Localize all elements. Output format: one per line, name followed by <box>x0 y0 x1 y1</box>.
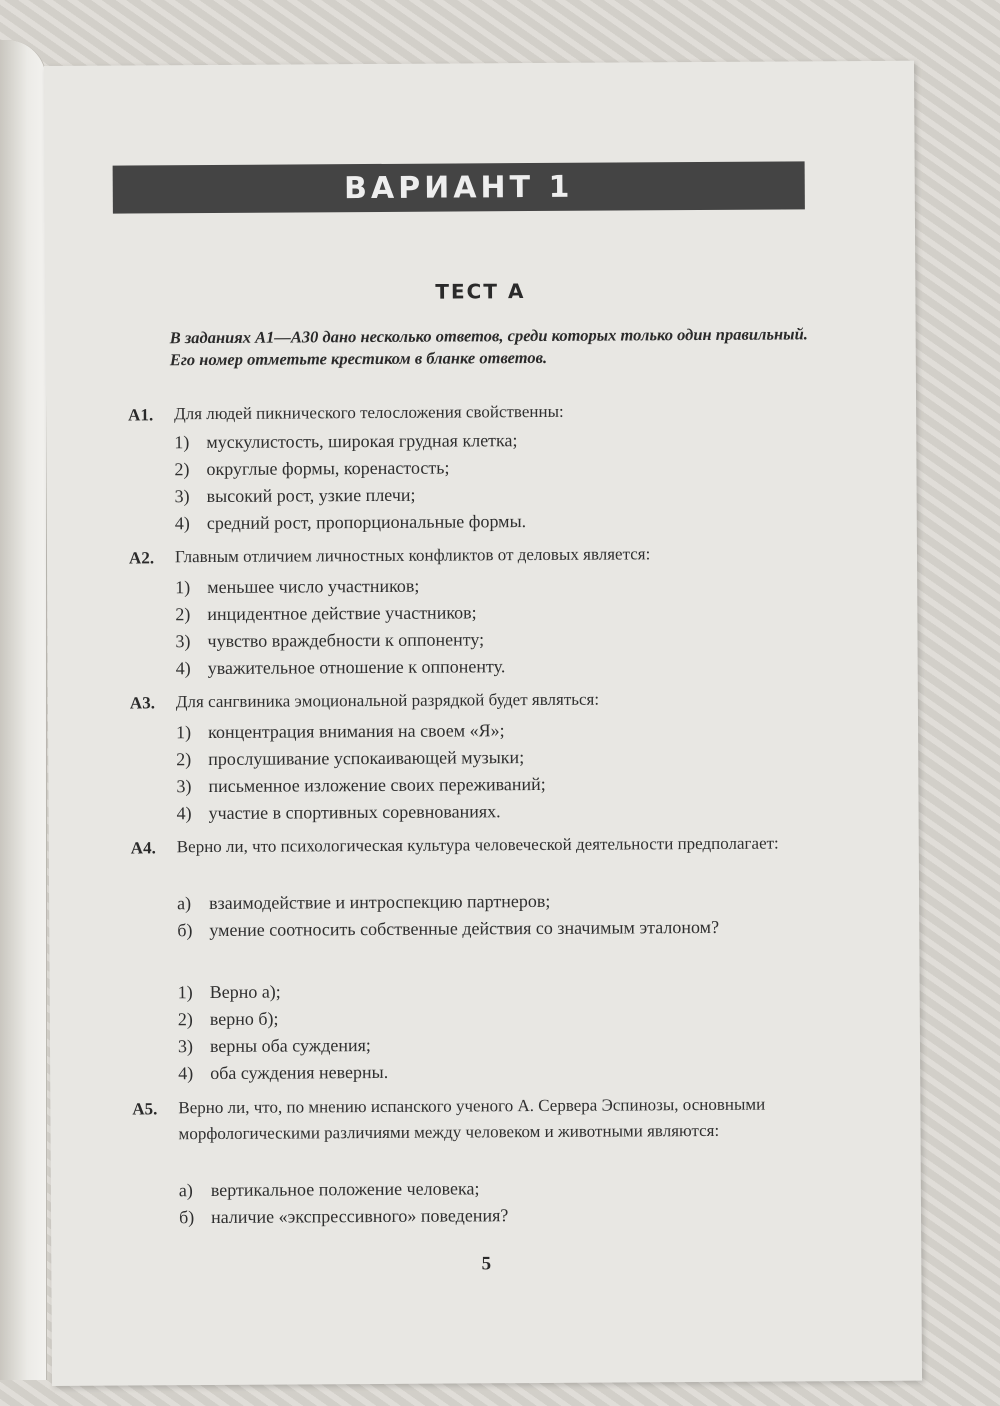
statement: а) взаимодействие и интроспекцию партнеров; <box>177 890 551 914</box>
question-label: А5. <box>132 1099 158 1119</box>
option: 3) письменное изложение своих переживаний; <box>176 773 546 797</box>
question-text: Верно ли, что, по мнению испанского ученого А. Сервера Эспинозы, основными морфологическими различиями между человеком и животными являются: <box>178 1094 766 1144</box>
option: 1) меньшее число участников; <box>175 575 420 598</box>
option: 2) прослушивание успокаивающей музыки; <box>176 747 525 770</box>
question-text: Для сангвиника эмоциональной разрядкой будет являться: <box>175 689 600 712</box>
page-number: 5 <box>481 1253 492 1275</box>
option: 2) инцидентное действие участников; <box>175 602 477 625</box>
question-label: А1. <box>128 405 154 425</box>
option: 4) оба суждения неверны. <box>178 1061 389 1084</box>
option: 4) средний рост, пропорциональные формы. <box>174 511 527 534</box>
statement: б) умение соотносить собственные действия со значимым эталоном? <box>177 916 720 941</box>
option: 4) уважительное отношение к оппоненту. <box>175 656 506 679</box>
option: 3) верны оба суждения; <box>177 1035 371 1057</box>
question-text: Верно ли, что психологическая культура человеческой деятельности предполагает: <box>176 833 779 857</box>
question-label: А4. <box>130 838 156 858</box>
test-title: ТЕСТ А <box>435 279 526 304</box>
option: 1) концентрация внимания на своем «Я»; <box>176 720 505 743</box>
option: 4) участие в спортивных соревнованиях. <box>176 801 501 824</box>
option: 3) чувство враждебности к оппоненту; <box>175 629 485 652</box>
book-edge <box>0 40 47 1380</box>
option: 2) округлые формы, коренастость; <box>174 457 450 480</box>
option: 2) верно б); <box>177 1008 279 1030</box>
statement: б) наличие «экспрессивного» поведения? <box>178 1205 509 1228</box>
variant-title: ВАРИАНТ 1 <box>343 169 574 206</box>
page <box>44 61 922 1386</box>
option: 1) Верно а); <box>177 981 281 1003</box>
option: 1) мускулистость, широкая грудная клетка; <box>174 430 518 453</box>
question-label: А2. <box>128 548 155 568</box>
variant-banner <box>113 161 805 213</box>
question-text: Главным отличием личностных конфликтов от деловых является: <box>174 544 651 567</box>
instructions: В заданиях А1—А30 дано несколько ответов, среди которых только один правильный. Его номер отметьте крестиком в бланке ответов. <box>169 324 808 370</box>
statement: а) вертикальное положение человека; <box>178 1178 480 1201</box>
question-text: Для людей пикнического телосложения свойственны: <box>174 401 564 424</box>
question-label: А3. <box>129 693 155 713</box>
option: 3) высокий рост, узкие плечи; <box>174 484 416 507</box>
